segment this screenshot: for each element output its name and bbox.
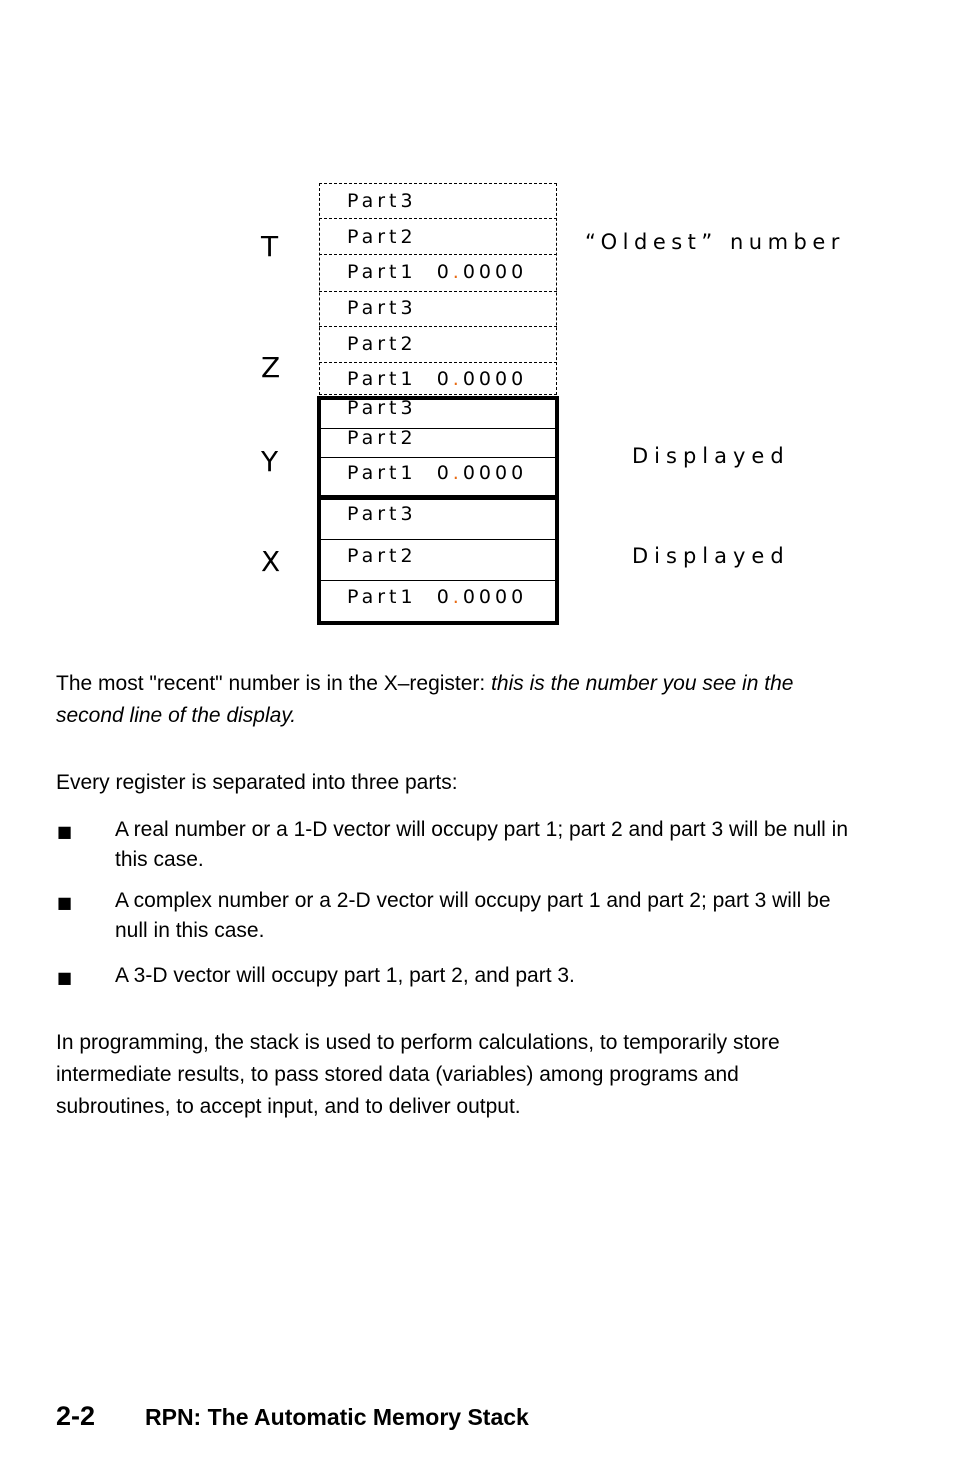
bullet-icon: ■ (57, 968, 73, 987)
divider (321, 457, 555, 458)
register-label-y: Y (261, 445, 279, 478)
bullet-icon: ■ (57, 822, 73, 841)
y-part3: Part3 (347, 397, 417, 419)
divider (321, 539, 555, 540)
y-part2: Part2 (347, 427, 417, 449)
register-label-z: Z (261, 351, 281, 384)
y-part1: Part1 0.0000 (347, 462, 528, 484)
divider (319, 254, 557, 255)
y-displayed-label: Displayed (632, 444, 790, 468)
bullet-text-2: A complex number or a 2-D vector will occupy part 1 and part 2; part 3 will be null in this case. (115, 889, 831, 942)
z-part2: Part2 (347, 333, 417, 355)
t-part2: Part2 (347, 226, 417, 248)
register-t-z-box (319, 183, 557, 395)
divider (319, 291, 557, 292)
divider (319, 326, 557, 327)
x-part3: Part3 (347, 503, 417, 525)
oldest-number-label: “Oldest” number (585, 230, 845, 254)
z-part3: Part3 (347, 297, 417, 319)
register-label-t: T (261, 230, 279, 263)
register-label-x: X (261, 545, 281, 578)
paragraph-programming: In programming, the stack is used to perform calculations, to temporarily store intermediate results, to pass stored data (variables) among programs and subroutines, to accept input, and to deliver output. (56, 1031, 780, 1118)
t-part1: Part1 0.0000 (347, 261, 528, 283)
paragraph-three-parts: Every register is separated into three parts: (56, 771, 458, 794)
bullet-icon: ■ (57, 893, 73, 912)
z-part1: Part1 0.0000 (347, 368, 528, 390)
t-part3: Part3 (347, 190, 417, 212)
divider (319, 218, 557, 219)
bullet-text-3: A 3-D vector will occupy part 1, part 2, and part 3. (115, 964, 575, 987)
page-number: 2-2 (56, 1401, 96, 1431)
divider (321, 580, 555, 581)
x-part1: Part1 0.0000 (347, 586, 528, 608)
divider (319, 362, 557, 363)
chapter-title: RPN: The Automatic Memory Stack (145, 1404, 529, 1430)
bullet-text-1: A real number or a 1-D vector will occupy part 1; part 2 and part 3 will be null in this case. (115, 818, 849, 871)
paragraph-x-register: The most "recent" number is in the X–register: this is the number you see in the second line of the display. (56, 672, 794, 727)
x-displayed-label: Displayed (632, 544, 790, 568)
x-part2: Part2 (347, 545, 417, 567)
